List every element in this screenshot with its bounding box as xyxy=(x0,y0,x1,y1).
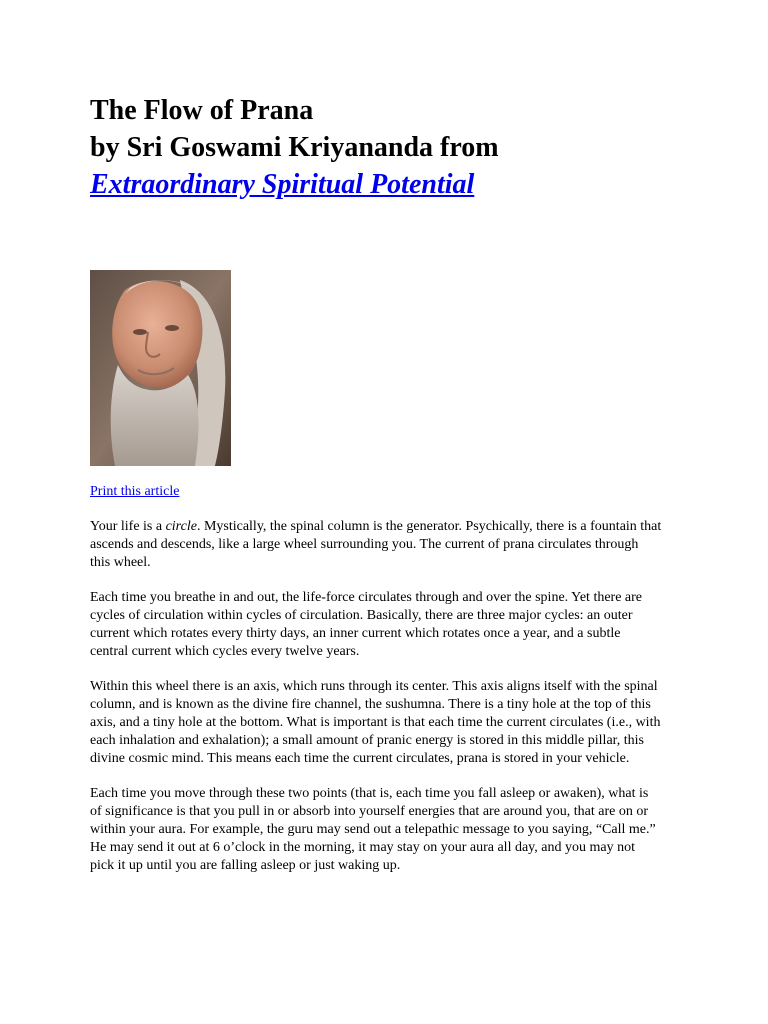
article xyxy=(90,92,690,875)
paragraph-3: Within this wheel there is an axis, which runs through its center. This axis aligns itself with the spinal column, and is known as the divine fire channel, the sushumna. There is a tiny hole at the top of this axis, and a tiny hole at the bottom. What is important is that each time the current circulates (i.e., with each inhalation and exhalation); a small amount of pranic energy is stored in this middle pillar, this divine cosmic mind. This means each time the current circulates, prana is stored in your vehicle. xyxy=(90,679,661,766)
article-title xyxy=(90,92,690,203)
paragraph-1-end: . Mystically, the spinal column is the generator. Psychically, there is a fountain that ascends and descends, like a large wheel surrounding you. The current of prana circulates through this wheel. xyxy=(90,519,662,570)
print-article-link[interactable]: Print this article xyxy=(90,484,180,499)
paragraph-1 xyxy=(90,518,662,572)
paragraph-1-emphasis: circle xyxy=(165,519,197,534)
paragraph-2: Each time you breathe in and out, the life-force circulates through and over the spine. Yet there are cycles of circulation within cycles of circulation. Basically, there are three major cycles: an outer current which rotates every thirty days, an inner current which rotates once a year, and a subtle central current which cycles every twelve years. xyxy=(90,590,643,659)
author-photo xyxy=(90,270,231,466)
title-line-1: The Flow of Prana xyxy=(90,95,314,126)
paragraph-4: Each time you move through these two points (that is, each time you fall asleep or awaken), what is of significance is that you pull in or absorb into yourself energies that are around you, that are on or within your aura. For example, the guru may send out a telepathic message to you saying, “Call me.” He may send it out at 6 o’clock in the morning, it may stay on your aura all day, and you may not pick it up until you are falling asleep or just waking up. xyxy=(90,786,656,873)
book-title-link[interactable]: Extraordinary Spiritual Potential xyxy=(90,169,475,200)
title-line-2: by Sri Goswami Kriyananda from xyxy=(90,132,499,163)
paragraph-1-start: Your life is a xyxy=(90,519,166,534)
